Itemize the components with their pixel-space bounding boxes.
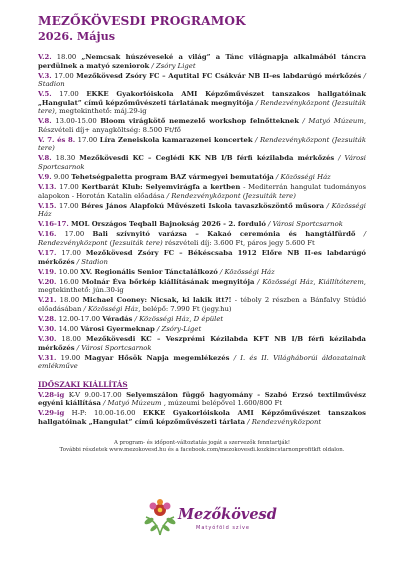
event-item bbox=[38, 183, 366, 200]
event-title: Mezőkövesdi KC – Veszprémi Kézilabda KFT NB I/B férfi kézilabda mérkőzés bbox=[38, 335, 366, 352]
event-detail: 17.00 bbox=[51, 90, 87, 99]
exhibition-venue: / Matyó Múzeum , bbox=[100, 399, 166, 408]
exhibition-venue: / Rendezvényközpont bbox=[245, 417, 322, 426]
footer-disclaimer: A program- és időpont-változtatás jogát a szervezők fenntartják! bbox=[113, 440, 291, 447]
event-title: Véradás bbox=[102, 314, 133, 323]
exhibition-date: V.28-ig bbox=[38, 390, 65, 399]
event-detail: 17.00 bbox=[56, 201, 82, 210]
event-venue: / Matyó Múzeum, bbox=[298, 117, 366, 126]
event-title: „Nemcsak húszéveseké a világ” a Tánc világnapja alkalmából táncra perdülnek a matyó szeniorok bbox=[38, 53, 366, 70]
event-detail: 17.00 bbox=[56, 249, 86, 258]
event-title: Mezőkövesdi KC – Ceglédi KK NB I/B férfi kézilabda mérkőzés bbox=[79, 154, 335, 163]
event-date: V.21. bbox=[38, 296, 57, 305]
event-date: V.3. bbox=[38, 71, 52, 80]
event-detail: 17.00 bbox=[51, 71, 77, 80]
event-item bbox=[38, 249, 366, 266]
event-item bbox=[38, 354, 366, 371]
event-venue: / Városi Sportcsarnok bbox=[74, 343, 152, 352]
event-item bbox=[38, 278, 366, 295]
event-date: V.15. bbox=[38, 201, 57, 210]
event-date: V.31. bbox=[38, 353, 57, 362]
event-date: V.30. bbox=[38, 325, 57, 333]
event-title: Kertbarát Klub: Selyemvirágfa a kertben bbox=[81, 183, 241, 192]
event-item bbox=[38, 173, 366, 182]
exhibition-item bbox=[38, 391, 366, 408]
page-subtitle: 2026. Május bbox=[38, 29, 116, 43]
event-date: V.5. bbox=[38, 90, 52, 99]
event-detail: Részvételi díj+ anyagköltség: 8.500 Ft/fő bbox=[38, 125, 181, 134]
event-item bbox=[38, 90, 366, 116]
event-item bbox=[38, 117, 366, 134]
event-item bbox=[38, 53, 366, 70]
event-detail: megtekinthető: máj.29-ig bbox=[56, 107, 147, 116]
event-item bbox=[38, 220, 366, 229]
page-title: MEZŐKÖVESDI PROGRAMOK bbox=[38, 14, 246, 28]
exhibition-detail: H-P: 10.00-16.00 bbox=[64, 409, 143, 418]
event-title: MOL Országos Teqball Bajnokság 2026 - 2. forduló bbox=[70, 220, 266, 229]
exhibitions-list bbox=[38, 391, 366, 427]
event-title: Tehetségpaletta program BAZ vármegyei bemutatója bbox=[71, 173, 274, 182]
event-item bbox=[38, 154, 366, 171]
event-venue: / Rendezvényközpont (Jezsuiták tere) bbox=[38, 135, 367, 153]
event-detail: 17.00 bbox=[56, 230, 93, 239]
event-title: Molnár Éva bőrkép kiállításának megnyitója bbox=[81, 277, 255, 286]
event-date: V.8. bbox=[38, 154, 52, 163]
event-detail: 18.30 bbox=[51, 154, 80, 163]
footer-more-info: További részletek www.mezokovesd.hu és a facebook.com/mezokovesdi.kozkincstarnonprofitkft oldalon. bbox=[59, 447, 345, 454]
logo-tagline: Matyóföld szíve bbox=[196, 525, 250, 531]
event-venue: / Rendezvényközpont (Jezsuiták tere), bbox=[38, 98, 367, 116]
event-title: Bali szívnyitó varázsa – Kakaó ceremónia és hangtálfürdő bbox=[92, 230, 356, 239]
exhibition-date: V.29-ig bbox=[38, 409, 65, 418]
event-title: Mezőkövesd Zsóry FC – Aqutital FC Csákvár NB II-es labdarúgó mérkőzés bbox=[76, 71, 362, 80]
event-venue: / Városi Sportcsarnok bbox=[38, 154, 366, 171]
event-title: Michael Cooney: Nicsak, ki lakik itt?! bbox=[82, 296, 232, 305]
event-date: V. 7. és 8. bbox=[38, 135, 76, 144]
exhibitions-heading: IDŐSZAKI KIÁLLÍTÁS bbox=[38, 379, 128, 389]
event-item bbox=[38, 72, 366, 89]
event-venue: / Közösségi Ház bbox=[217, 267, 275, 276]
event-date: V.13. bbox=[38, 183, 57, 192]
event-venue: / I. és II. Világháborúi áldozatainak emlékműve bbox=[38, 353, 366, 371]
exhibition-title: EKKE Gyakorlóiskola AMI Képzőművészet tanszakos hallgatóinak „Hangulat” című képzőművészeti tárlata bbox=[38, 409, 366, 426]
footer bbox=[38, 440, 366, 454]
event-detail: 17.00 bbox=[75, 135, 100, 144]
event-venue: / Rendezvényközpont (Jezsuiták tere) bbox=[164, 191, 296, 200]
event-detail: 17.00 bbox=[56, 183, 82, 192]
event-date: V.8. bbox=[38, 117, 52, 126]
exhibition-title: Selyemszálon függő hagyomány - Szabó Erzsó textilművész egyéni kiállítása bbox=[38, 390, 366, 408]
event-date: V.2. bbox=[38, 53, 52, 61]
event-date: V.9. bbox=[38, 173, 52, 182]
exhibition-detail: múzeumi belépővel 1.600/800 Ft bbox=[165, 399, 282, 408]
event-title: XV. Regionális Senior Tánctalálkozó bbox=[80, 267, 218, 276]
event-venue: / Stadion bbox=[74, 257, 108, 266]
event-venue: / Városi Sportcsarnok bbox=[265, 220, 343, 229]
event-detail: 10.00 bbox=[56, 267, 81, 276]
event-date: V.30. bbox=[38, 335, 57, 344]
event-detail: 18.00 bbox=[56, 296, 83, 305]
event-venue: / Közösségi Ház, Kiállítóterem, bbox=[254, 277, 366, 286]
event-venue: / Közösségi Ház bbox=[273, 173, 331, 182]
event-detail: 19.00 bbox=[56, 353, 85, 362]
event-date: V.16-17. bbox=[38, 220, 69, 229]
event-venue: / Rendezvényközpont (Jezsuiták tere) bbox=[38, 230, 367, 247]
event-title: Béres János Alapfokú Művészeti Iskola tavaszköszöntő műsora bbox=[81, 201, 325, 210]
event-item bbox=[38, 315, 366, 324]
event-date: V.28. bbox=[38, 314, 57, 323]
event-venue: / Zsóry Liget bbox=[149, 61, 196, 70]
event-detail: 18.00 bbox=[56, 335, 87, 344]
event-detail: 12.00-17.00 bbox=[56, 314, 103, 323]
event-title: Magyar Hősök Napja megemlékezés bbox=[84, 353, 230, 362]
event-detail: részvételi díj: 3.600 Ft, páros jegy 5.600 Ft bbox=[162, 238, 315, 247]
event-title: EKKE Gyakorlóiskola AMI Képzőművészet tanszakos hallgatóinak „Hangulat” című képzőművészeti tárlatának megnyitója bbox=[38, 90, 366, 107]
logo-wordmark: Mezőkövesd bbox=[178, 506, 277, 523]
event-item bbox=[38, 268, 366, 277]
mezokovesd-logo bbox=[140, 497, 277, 539]
event-date: V.20. bbox=[38, 277, 57, 286]
event-date: V.17. bbox=[38, 249, 57, 258]
event-detail: 16.00 bbox=[56, 277, 82, 286]
event-date: V.16. bbox=[38, 230, 57, 239]
event-detail: 14.00 bbox=[56, 325, 81, 333]
event-title: Városi Gyermeknap bbox=[80, 325, 155, 333]
event-item bbox=[38, 230, 366, 247]
event-detail: belépő: 7.990 Ft (jegy.hu) bbox=[140, 304, 232, 313]
event-detail: - téboly 2 részben a Bánfalvy Stúdió előadásában bbox=[38, 296, 367, 313]
event-item bbox=[38, 335, 366, 352]
event-venue: / Közösségi Ház, bbox=[81, 304, 141, 313]
event-detail: - Mediterrán hangulat tudományos alapokon - Horotán Katalin előadása bbox=[38, 183, 366, 200]
event-item bbox=[38, 325, 366, 334]
event-venue: / Stadion bbox=[38, 71, 366, 89]
exhibition-detail: K-V 9.00-17.00 bbox=[64, 390, 127, 399]
event-detail: megtekinthető: jún.30-ig bbox=[38, 286, 124, 295]
event-item bbox=[38, 136, 366, 153]
event-venue: / Zsóry-Liget bbox=[154, 325, 202, 333]
event-detail: 9.00 bbox=[51, 173, 72, 182]
event-date: V.19. bbox=[38, 267, 57, 276]
event-venue: / Közösségi Ház bbox=[38, 201, 366, 219]
event-venue: / Közösségi Ház, D épület bbox=[132, 314, 224, 323]
event-detail: 18.00 bbox=[51, 53, 82, 61]
event-item bbox=[38, 296, 366, 313]
event-detail: 13.00-15.00 bbox=[51, 117, 101, 126]
event-list bbox=[38, 53, 366, 371]
event-title: Líra Zeneiskola kamarazenei koncertek bbox=[99, 135, 253, 144]
flower-emblem-icon bbox=[140, 497, 180, 539]
event-title: Mezőkövesd Zsóry FC – Békéscsaba 1912 Előre NB II-es labdarúgó mérkőzés bbox=[38, 249, 366, 266]
event-title: Bloom virágkötő nemezelő workshop felnőtteknek bbox=[100, 117, 299, 126]
exhibition-item bbox=[38, 409, 366, 426]
event-item bbox=[38, 202, 366, 219]
